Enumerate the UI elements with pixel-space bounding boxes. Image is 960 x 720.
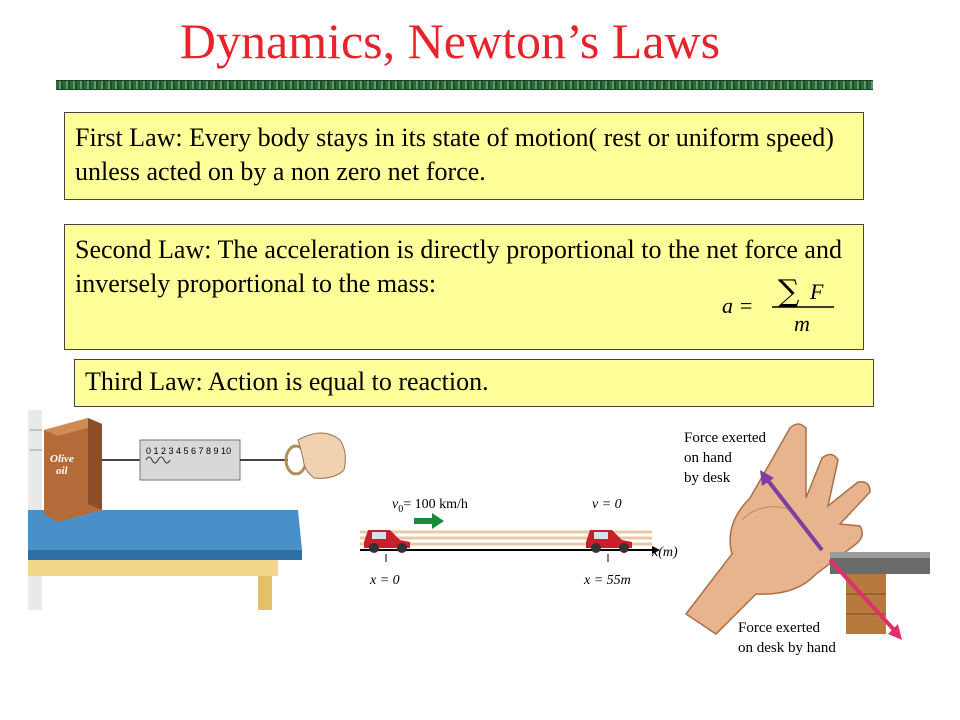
x-end-label: x = 55m [584, 573, 631, 588]
third-law-box [74, 359, 874, 407]
x-start-label: x = 0 [370, 573, 400, 588]
second-law-box [64, 224, 864, 350]
first-law-box [64, 112, 864, 200]
force-on-hand-label-line1: Force exerted [684, 430, 767, 446]
formula-denominator: m [794, 311, 810, 336]
bottle-label-oil: oil [56, 465, 68, 477]
v-end-label: v = 0 [592, 497, 622, 512]
formula-sum-symbol: ∑ [778, 274, 800, 309]
svg-text:Force exerted on hand [684, 430, 770, 486]
braking-car-illustration [352, 486, 687, 596]
velocity-arrow-icon [414, 513, 444, 529]
pulling-hand [298, 433, 345, 478]
x-axis-label: x(m) [652, 545, 678, 560]
acceleration-formula [720, 269, 840, 339]
force-on-hand-label-line3: by desk [684, 470, 731, 486]
second-law-text: Second Law: The acceleration is directly proportional to the net force and inversely proportional to the mass: [75, 235, 842, 298]
v0-subscript: 0 [398, 504, 404, 515]
formula-numerator: F [810, 279, 824, 304]
force-on-desk-label-line2: on desk by hand [738, 640, 836, 656]
title-divider [56, 80, 873, 90]
slide-title: Dynamics, Newton’s Laws [179, 13, 721, 69]
svg-text:Force exerted on desk by h [738, 620, 836, 656]
table-apron [28, 560, 278, 576]
spring-scale-markings: 0 1 2 3 4 5 6 7 8 9 10 [146, 446, 232, 456]
force-on-desk-label-line1: Force exerted [738, 620, 821, 636]
bottle-label-olive: Olive [50, 453, 74, 465]
first-law-text: First Law: Every body stays in its state of motion( rest or uniform speed) unless acted on by a non zero net force. [75, 123, 834, 186]
hand-desk-illustration [680, 420, 930, 668]
third-law-text: Third Law: Action is equal to reaction. [85, 367, 489, 396]
v0-symbol: v [392, 497, 399, 512]
spring-scale-table-illustration [28, 410, 358, 610]
svg-text:v0= 100 km/h [392, 497, 468, 515]
formula-lhs: a = [722, 293, 754, 318]
force-on-hand-label-line2: on hand [684, 450, 732, 466]
v0-value: = 100 km/h [403, 497, 468, 512]
